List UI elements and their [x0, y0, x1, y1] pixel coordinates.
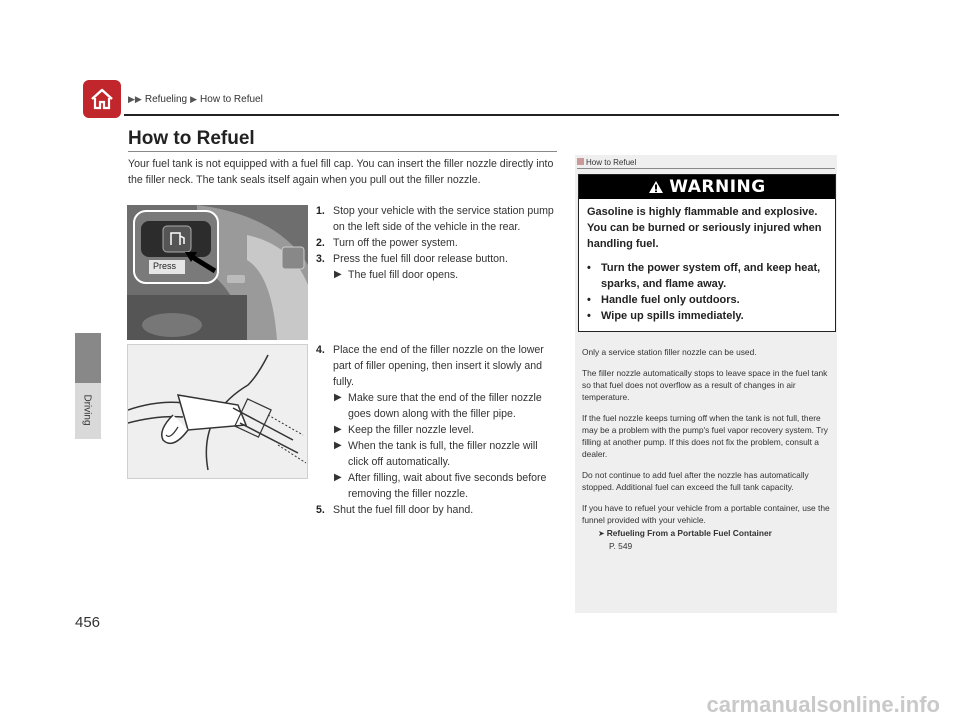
warning-header: [579, 175, 835, 199]
title-divider: [128, 151, 557, 152]
substep-text: After filling, wait about five seconds before removing the filler nozzle.: [348, 472, 547, 500]
warning-icon: [648, 180, 664, 194]
warning-title: WARNING: [669, 177, 766, 197]
press-callout-label: Press: [153, 261, 177, 271]
home-button[interactable]: [83, 80, 121, 118]
step-text: Stop your vehicle with the service station pump on the left side of the vehicle in the rear.: [333, 205, 554, 233]
cross-reference-page: P. 549: [609, 541, 633, 551]
header-divider: [124, 114, 839, 116]
side-tab-marker: [75, 333, 101, 383]
step-text: Place the end of the filler nozzle on the lower part of filler opening, then insert it slowly and fully.: [333, 344, 544, 388]
sidebar-divider: [577, 168, 835, 169]
note-marker-icon: [577, 158, 584, 165]
step-4-substep: [316, 438, 561, 470]
note-paragraph: Do not continue to add fuel after the nozzle has automatically stopped. Additional fuel can exceed the full tank capacity.: [582, 470, 809, 492]
note-paragraph: The filler nozzle automatically stops to leave space in the fuel tank so that fuel does not overflow as a result of changes in air temperature.: [582, 368, 828, 402]
step-4-substep: [316, 470, 561, 502]
filler-nozzle-illustration: [127, 344, 308, 479]
cross-reference-link[interactable]: [598, 527, 834, 552]
step-3: [316, 251, 561, 267]
breadcrumb-item-how-to-refuel[interactable]: How to Refuel: [200, 94, 263, 105]
home-icon: [89, 87, 115, 111]
step-number: 4.: [316, 344, 325, 356]
side-tab-label: Driving: [81, 394, 93, 426]
step-2: [316, 235, 561, 251]
steps-list-part1: [316, 203, 561, 283]
step-1: [316, 203, 561, 235]
steps-list-part2: [316, 342, 561, 518]
chevron-right-icon: ▶▶: [128, 94, 142, 104]
sidebar-notes: [582, 346, 834, 552]
arrow-right-icon: ▶: [334, 392, 342, 403]
step-text: Turn off the power system.: [333, 237, 458, 249]
chevron-right-icon: ▶: [190, 94, 198, 104]
substep-text: The fuel fill door opens.: [348, 269, 459, 281]
note-paragraph: If the fuel nozzle keeps turning off when the tank is not full, there may be a problem with the pump's fuel vapor recovery system. Try filling at another pump. If this does not fix the problem, consult a dealer.: [582, 413, 828, 459]
warning-statement: Gasoline is highly flammable and explosive. You can be burned or seriously injured when handling fuel.: [587, 206, 822, 250]
step-5: [316, 502, 561, 518]
warning-item: • Handle fuel only outdoors.: [587, 294, 740, 306]
step-3-substep: [316, 267, 561, 283]
cross-reference-title: Refueling From a Portable Fuel Container: [606, 528, 772, 538]
step-text: Press the fuel fill door release button.: [333, 253, 508, 265]
step-4-substep: [316, 390, 561, 422]
note-paragraph: If you have to refuel your vehicle from a portable container, use the funnel provided with your vehicle.: [582, 503, 830, 525]
cross-reference-icon: ➤: [598, 529, 605, 538]
step-4-substep: [316, 422, 561, 438]
arrow-right-icon: ▶: [334, 472, 342, 483]
arrow-right-icon: ▶: [334, 424, 342, 435]
breadcrumb: [128, 94, 263, 105]
step-text: Shut the fuel fill door by hand.: [333, 504, 474, 516]
note-paragraph: Only a service station filler nozzle can be used.: [582, 347, 757, 357]
step-number: 1.: [316, 205, 325, 217]
watermark: carmanualsonline.info: [706, 692, 940, 717]
warning-item: • Wipe up spills immediately.: [587, 310, 744, 322]
step-4: [316, 342, 561, 390]
intro-paragraph: Your fuel tank is not equipped with a fuel fill cap. You can insert the filler nozzle directly into the filler neck. The tank seals itself again when you pull out the filler nozzle.: [128, 158, 554, 186]
sidebar-heading: How to Refuel: [577, 158, 636, 167]
page-number: 456: [75, 614, 101, 631]
warning-list: [587, 260, 827, 324]
warning-body: [579, 199, 835, 324]
fuel-door-release-illustration: [127, 205, 308, 340]
step-number: 3.: [316, 253, 325, 265]
substep-text: When the tank is full, the filler nozzle will click off automatically.: [348, 440, 538, 468]
substep-text: Make sure that the end of the filler nozzle goes down along with the filler pipe.: [348, 392, 542, 420]
warning-item: • Turn the power system off, and keep heat, sparks, and flame away.: [587, 262, 821, 290]
warning-box: [578, 174, 836, 332]
arrow-right-icon: ▶: [334, 440, 342, 451]
step-number: 2.: [316, 237, 325, 249]
arrow-right-icon: ▶: [334, 269, 342, 280]
breadcrumb-item-refueling[interactable]: Refueling: [144, 94, 188, 105]
page-title: How to Refuel: [128, 128, 255, 149]
step-number: 5.: [316, 504, 325, 516]
substep-text: Keep the filler nozzle level.: [348, 424, 475, 436]
